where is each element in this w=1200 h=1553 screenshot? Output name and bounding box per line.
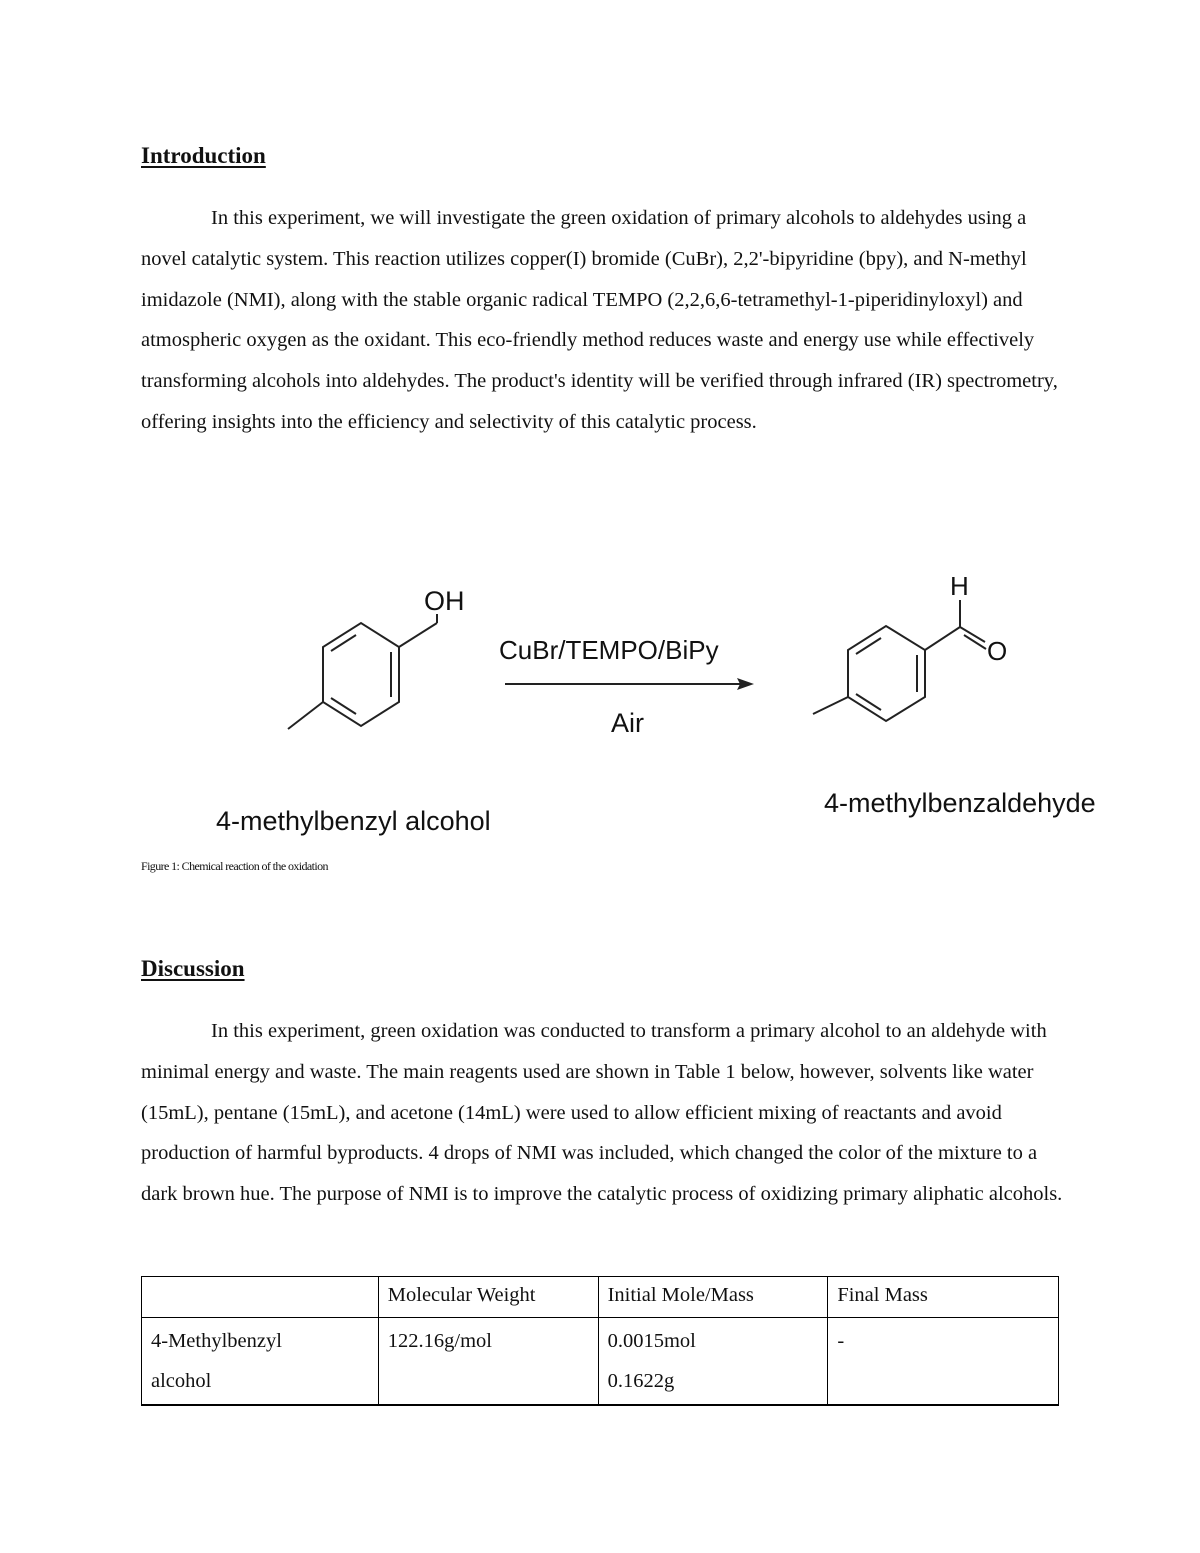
figure-caption: Figure 1: Chemical reaction of the oxidation — [141, 859, 328, 873]
aldehyde-o-label: O — [987, 636, 1008, 666]
hydroxyl-label: OH — [424, 586, 465, 616]
reagents-label: CuBr/TEMPO/BiPy — [499, 635, 719, 665]
header-cell-initial: Initial Mole/Mass — [598, 1277, 828, 1318]
cell-final-mass: - — [828, 1318, 1059, 1406]
initial-mass: 0.1622g — [607, 1370, 675, 1392]
header-cell-final-mass: Final Mass — [828, 1277, 1059, 1318]
reactant-name: 4-methylbenzyl alcohol — [216, 806, 491, 836]
table-row — [142, 1318, 1059, 1406]
header-cell-blank — [142, 1277, 379, 1318]
cell-compound-name — [142, 1318, 379, 1406]
cell-initial — [598, 1318, 828, 1406]
discussion-heading: Discussion — [141, 956, 245, 981]
reaction-figure — [0, 540, 1200, 870]
product-structure — [813, 600, 986, 721]
initial-mole: 0.0015mol — [607, 1330, 696, 1352]
reaction-arrow — [505, 678, 754, 690]
cell-molecular-weight: 122.16g/mol — [378, 1318, 598, 1406]
table-header-row — [142, 1277, 1059, 1318]
conditions-label: Air — [611, 708, 644, 738]
introduction-heading: Introduction — [141, 143, 266, 168]
discussion-paragraph: In this experiment, green oxidation was conducted to transform a primary alcohol to an aldehyde with minimal energy and waste. The main reagents used are shown in Table 1 below, however, solvents like water (15mL), pentane (15mL), and acetone (14mL) were used to allow efficient mixing of reactants and avoid production of harmful byproducts. 4 drops of NMI was included, which changed the color of the mixture to a dark brown hue. The purpose of NMI is to improve the catalytic process of oxidizing primary aliphatic alcohols. — [141, 1020, 1063, 1206]
compound-name-line1: 4-Methylbenzyl — [151, 1330, 282, 1352]
reagents-table — [141, 1276, 1059, 1406]
reactant-structure — [288, 614, 437, 729]
header-cell-molecular-weight: Molecular Weight — [378, 1277, 598, 1318]
aldehyde-h-label: H — [950, 571, 969, 601]
product-name: 4-methylbenzaldehyde — [824, 788, 1096, 818]
compound-name-line2: alcohol — [151, 1370, 212, 1392]
introduction-paragraph: In this experiment, we will investigate the green oxidation of primary alcohols to aldehydes using a novel catalytic system. This reaction utilizes copper(I) bromide (CuBr), 2,2'-bipyridine (bpy), and N-methyl imidazole (NMI), along with the stable organic radical TEMPO (2,2,6,6-tetramethyl-1-piperidinyloxyl) and atmospheric oxygen as the oxidant. This eco-friendly method reduces waste and energy use while effectively transforming alcohols into aldehydes. The product's identity will be verified through infrared (IR) spectrometry, offering insights into the efficiency and selectivity of this catalytic process. — [141, 207, 1058, 433]
